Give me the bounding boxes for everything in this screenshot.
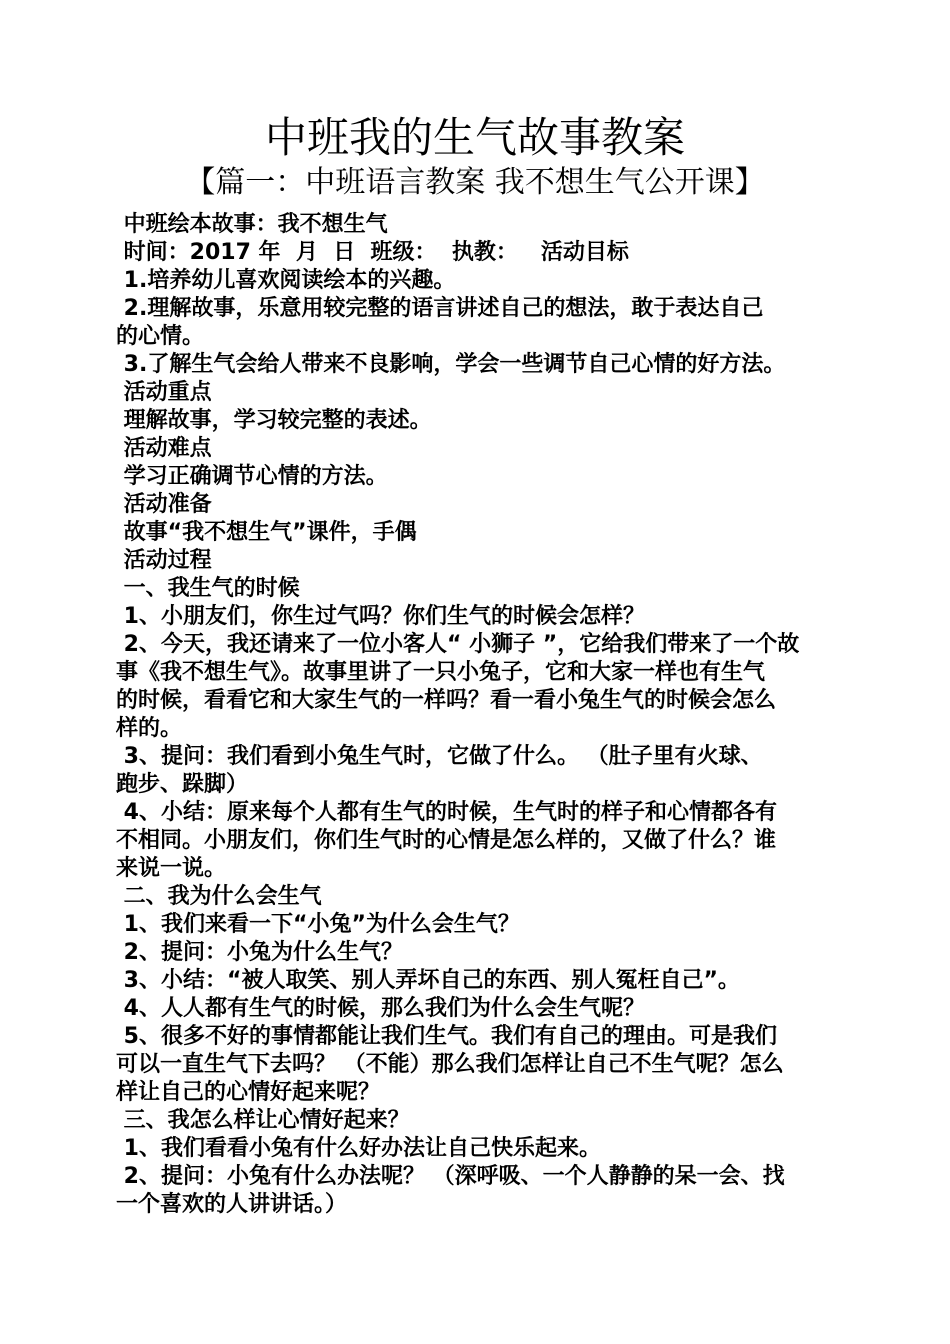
text-line: 4、小结：原来每个人都有生气的时候，生气时的样子和心情都各有 [116, 800, 777, 825]
text-line: 事《我不想生气》。故事里讲了一只小兔子，它和大家一样也有生气 [116, 660, 766, 685]
text-line: 5、很多不好的事情都能让我们生气。我们有自己的理由。可是我们 [116, 1024, 777, 1049]
section-heading: 一、我生气的时候 [116, 576, 300, 601]
text-line: 一个喜欢的人讲讲话。） [116, 1192, 348, 1217]
text-line: 学习正确调节心情的方法。 [116, 464, 388, 489]
text-line: 4、人人都有生气的时候，那么我们为什么会生气呢？ [116, 996, 645, 1021]
text-line: 可以一直生气下去吗？ （不能）那么我们怎样让自己不生气呢？怎么 [116, 1052, 784, 1077]
text-line: 1、我们看看小兔有什么好办法让自己快乐起来。 [116, 1136, 601, 1161]
text-line: 2、提问：小兔有什么办法呢？ （深呼吸、一个人静静的呆一会、找 [116, 1164, 785, 1189]
text-line: 的心情。 [116, 324, 205, 349]
text-line: 不相同。小朋友们，你们生气时的心情是怎么样的，又做了什么？谁 [116, 828, 777, 853]
document-title: 中班我的生气故事教案 [264, 113, 685, 162]
section-heading: 活动难点 [116, 436, 212, 461]
text-line: 样让自己的心情好起来呢？ [116, 1080, 381, 1105]
text-line: 的时候，看看它和大家生气的一样吗？看一看小兔生气的时候会怎么 [116, 688, 777, 713]
text-line: 样的。 [116, 716, 183, 741]
text-line: 2.理解故事，乐意用较完整的语言讲述自己的想法，敢于表达自己 [116, 296, 764, 321]
text-line: 1、小朋友们，你生过气吗？你们生气的时候会怎样？ [116, 604, 645, 629]
text-line: 1.培养幼儿喜欢阅读绘本的兴趣。 [116, 268, 456, 293]
text-line: 2、提问：小兔为什么生气？ [116, 940, 403, 965]
text-line: 3.了解生气会给人带来不良影响，学会一些调节自己心情的好方法。 [116, 352, 786, 377]
section-heading: 活动准备 [116, 492, 212, 517]
text-line: 来说一说。 [116, 856, 227, 881]
section-heading: 二、我为什么会生气 [116, 884, 322, 909]
text-line: 1、我们来看一下“小兔”为什么会生气？ [116, 912, 520, 937]
text-line: 中班绘本故事：我不想生气 [116, 212, 388, 237]
section-heading: 活动重点 [116, 380, 212, 405]
text-line: 3、小结：“被人取笑、别人弄坏自己的东西、别人冤枉自己”。 [116, 968, 740, 993]
section-heading: 活动过程 [116, 548, 212, 573]
text-line: 理解故事，学习较完整的表述。 [116, 408, 432, 433]
text-line: 故事“我不想生气”课件，手偶 [116, 520, 417, 545]
text-line: 2、今天，我还请来了一位小客人“ 小狮子 ”，它给我们带来了一个故 [116, 632, 800, 657]
text-line: 时间：2017 年 月 日 班级： 执教： 活动目标 [116, 240, 629, 265]
text-line: 跑步、跺脚） [116, 772, 249, 797]
document-body [116, 211, 840, 1219]
text-line: 3、提问：我们看到小兔生气时，它做了什么。 （肚子里有火球、 [116, 744, 763, 769]
document-subtitle: 【篇一：中班语言教案 我不想生气公开课】 [185, 165, 765, 200]
section-heading: 三、我怎么样让心情好起来？ [116, 1108, 410, 1133]
